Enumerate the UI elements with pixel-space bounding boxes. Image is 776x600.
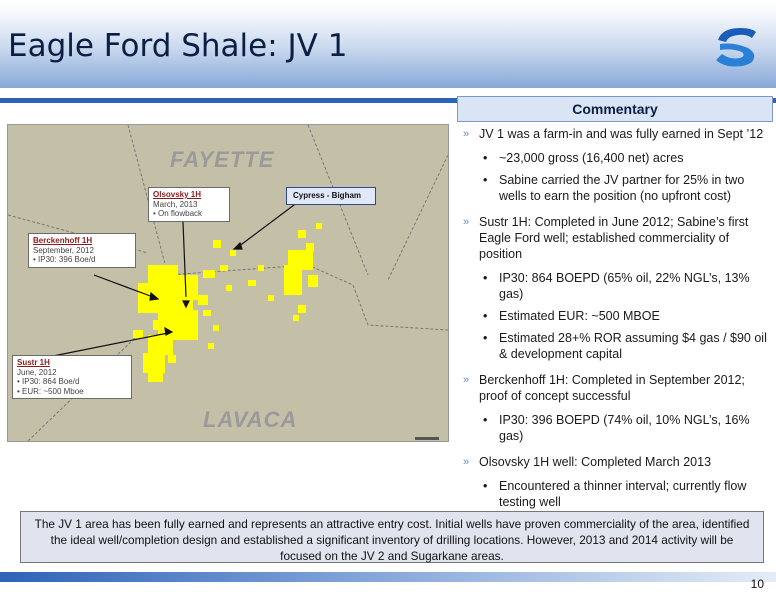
- bullet-icon: •: [483, 271, 488, 285]
- bullet-icon: •: [483, 331, 488, 345]
- chevron-icon: »: [463, 374, 470, 386]
- summary-box: The JV 1 area has been fully earned and represents an attractive entry cost. Initial wells have proven commerciality of the area, identified the ideal well/completion design and established a significant inventory of drilling locations. However, 2013 and 2014 activity will be focused on the JV 2 and Sugarkane areas.: [20, 511, 764, 563]
- callout-bullet: EUR: ~500 Mboe: [22, 386, 84, 396]
- callout-title: Berckenhoff 1H: [33, 236, 93, 245]
- callout-title: Cypress - Bigham: [293, 191, 362, 200]
- chevron-icon: »: [463, 456, 470, 468]
- callout-date: March, 2013: [153, 199, 198, 209]
- bullet-icon: •: [483, 413, 488, 427]
- commentary-subitem: • ~23,000 gross (16,400 net) acres: [483, 151, 684, 165]
- bullet-icon: •: [483, 173, 488, 187]
- header-bar: [0, 0, 776, 88]
- county-label-south: LAVACA: [203, 407, 298, 432]
- callout-bullet: On flowback: [158, 209, 203, 218]
- chevron-icon: »: [463, 216, 470, 228]
- commentary-item: » Berckenhoff 1H: Completed in September 2012; proof of concept successful: [463, 373, 745, 403]
- callout-title: Sustr 1H: [17, 358, 50, 367]
- page-number: 10: [750, 577, 764, 591]
- commentary-subitem: • Estimated EUR: ~500 MBOE: [483, 309, 660, 323]
- callout-berckenhoff: Berckenhoff 1H September, 2012 • IP30: 396 Boe/d: [28, 233, 136, 268]
- callout-sustr: Sustr 1H June, 2012 • IP30: 864 Boe/d • EUR: ~500 Mboe: [12, 355, 132, 399]
- company-logo-icon: [712, 22, 760, 70]
- acreage-map: [7, 124, 449, 442]
- page-title: Eagle Ford Shale: JV 1: [8, 28, 348, 64]
- callout-olsovsky: Olsovsky 1H March, 2013 • On flowback: [148, 187, 230, 222]
- callout-date: September, 2012: [33, 245, 94, 255]
- commentary-subitem: • Encountered a thinner interval; currently flow testing well: [483, 479, 747, 509]
- county-line: [388, 155, 448, 280]
- callout-bullet: IP30: 864 Boe/d: [22, 377, 80, 386]
- commentary-subitem: • IP30: 864 BOEPD (65% oil, 22% NGL’s, 13% gas): [483, 271, 750, 301]
- commentary-item: » Sustr 1H: Completed in June 2012; Sabine’s first Eagle Ford well; established commerciality of position: [463, 215, 749, 261]
- commentary-subitem: • Sabine carried the JV partner for 25% in two wells to earn the position (no upfront cost): [483, 173, 745, 203]
- commentary-subitem: • Estimated 28+% ROR assuming $4 gas / $90 oil & development capital: [483, 331, 767, 361]
- callout-title: Olsovsky 1H: [153, 190, 202, 199]
- county-label-north: FAYETTE: [170, 147, 275, 172]
- acreage-blocks: [133, 223, 322, 382]
- scale-bar: [415, 437, 439, 440]
- bullet-icon: •: [483, 479, 488, 493]
- callout-cypress: [286, 187, 376, 205]
- chevron-icon: »: [463, 128, 470, 140]
- commentary-item: » Olsovsky 1H well: Completed March 2013: [463, 455, 712, 469]
- commentary-list: [457, 126, 771, 516]
- bullet-icon: •: [483, 309, 488, 323]
- footer-bar: [0, 572, 776, 582]
- commentary-subitem: • IP30: 396 BOEPD (74% oil, 10% NGL’s, 16% gas): [483, 413, 750, 443]
- commentary-heading: Commentary: [457, 96, 773, 122]
- callout-date: June, 2012: [17, 367, 57, 377]
- bullet-icon: •: [483, 151, 488, 165]
- commentary-item: » JV 1 was a farm-in and was fully earned in Sept ’12: [463, 127, 764, 141]
- cypress-pointer: [238, 202, 298, 247]
- callout-bullet: IP30: 396 Boe/d: [38, 255, 96, 264]
